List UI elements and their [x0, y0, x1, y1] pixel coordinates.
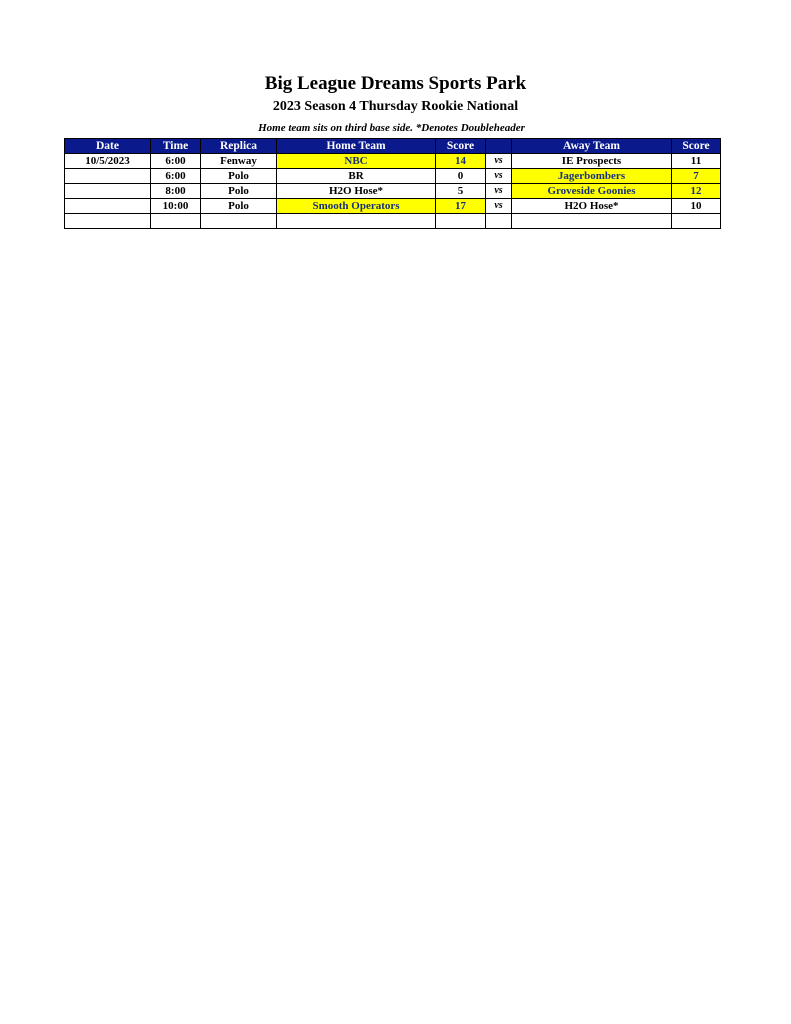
page-title: Big League Dreams Sports Park [264, 73, 527, 94]
footer-cell [151, 214, 201, 229]
col-header-home-score: Score [436, 139, 486, 154]
footer-cell [486, 214, 512, 229]
cell-away-team: H2O Hose* [512, 199, 672, 214]
cell-time: 6:00 [151, 154, 201, 169]
footer-cell [201, 214, 277, 229]
header-row [65, 139, 721, 154]
footer-cell [512, 214, 672, 229]
cell-away-score: 11 [672, 154, 721, 169]
cell-replica: Polo [201, 199, 277, 214]
cell-away-team: IE Prospects [512, 154, 672, 169]
cell-date [65, 199, 151, 214]
schedule-table [64, 138, 721, 229]
seating-note: Home team sits on third base side. *Denotes Doubleheader [258, 122, 525, 134]
page-subtitle: 2023 Season 4 Thursday Rookie National [272, 99, 519, 114]
cell-away-score: 12 [672, 184, 721, 199]
cell-home-team: NBC [277, 154, 436, 169]
cell-time: 10:00 [151, 199, 201, 214]
cell-home-score: 0 [436, 169, 486, 184]
col-header-vs [486, 139, 512, 154]
cell-vs: vs [486, 199, 512, 214]
footer-cell [277, 214, 436, 229]
cell-home-team: Smooth Operators [277, 199, 436, 214]
table-row [65, 199, 721, 214]
col-header-time: Time [151, 139, 201, 154]
cell-home-score: 14 [436, 154, 486, 169]
cell-home-team: H2O Hose* [277, 184, 436, 199]
cell-away-team: Jagerbombers [512, 169, 672, 184]
footer-cell [672, 214, 721, 229]
cell-vs: vs [486, 169, 512, 184]
table-footer-bar [65, 214, 721, 229]
cell-replica: Polo [201, 169, 277, 184]
cell-replica: Fenway [201, 154, 277, 169]
col-header-away-score: Score [672, 139, 721, 154]
cell-vs: vs [486, 154, 512, 169]
cell-home-team: BR [277, 169, 436, 184]
cell-away-team: Groveside Goonies [512, 184, 672, 199]
cell-vs: vs [486, 184, 512, 199]
cell-home-score: 17 [436, 199, 486, 214]
cell-away-score: 10 [672, 199, 721, 214]
cell-date [65, 169, 151, 184]
footer-cell [436, 214, 486, 229]
col-header-home-team: Home Team [277, 139, 436, 154]
table-row [65, 154, 721, 169]
cell-time: 8:00 [151, 184, 201, 199]
cell-time: 6:00 [151, 169, 201, 184]
cell-away-score: 7 [672, 169, 721, 184]
cell-date: 10/5/2023 [65, 154, 151, 169]
footer-cell [65, 214, 151, 229]
col-header-replica: Replica [201, 139, 277, 154]
cell-date [65, 184, 151, 199]
cell-home-score: 5 [436, 184, 486, 199]
col-header-away-team: Away Team [512, 139, 672, 154]
cell-replica: Polo [201, 184, 277, 199]
col-header-date: Date [65, 139, 151, 154]
table-row [65, 184, 721, 199]
table-row [65, 169, 721, 184]
